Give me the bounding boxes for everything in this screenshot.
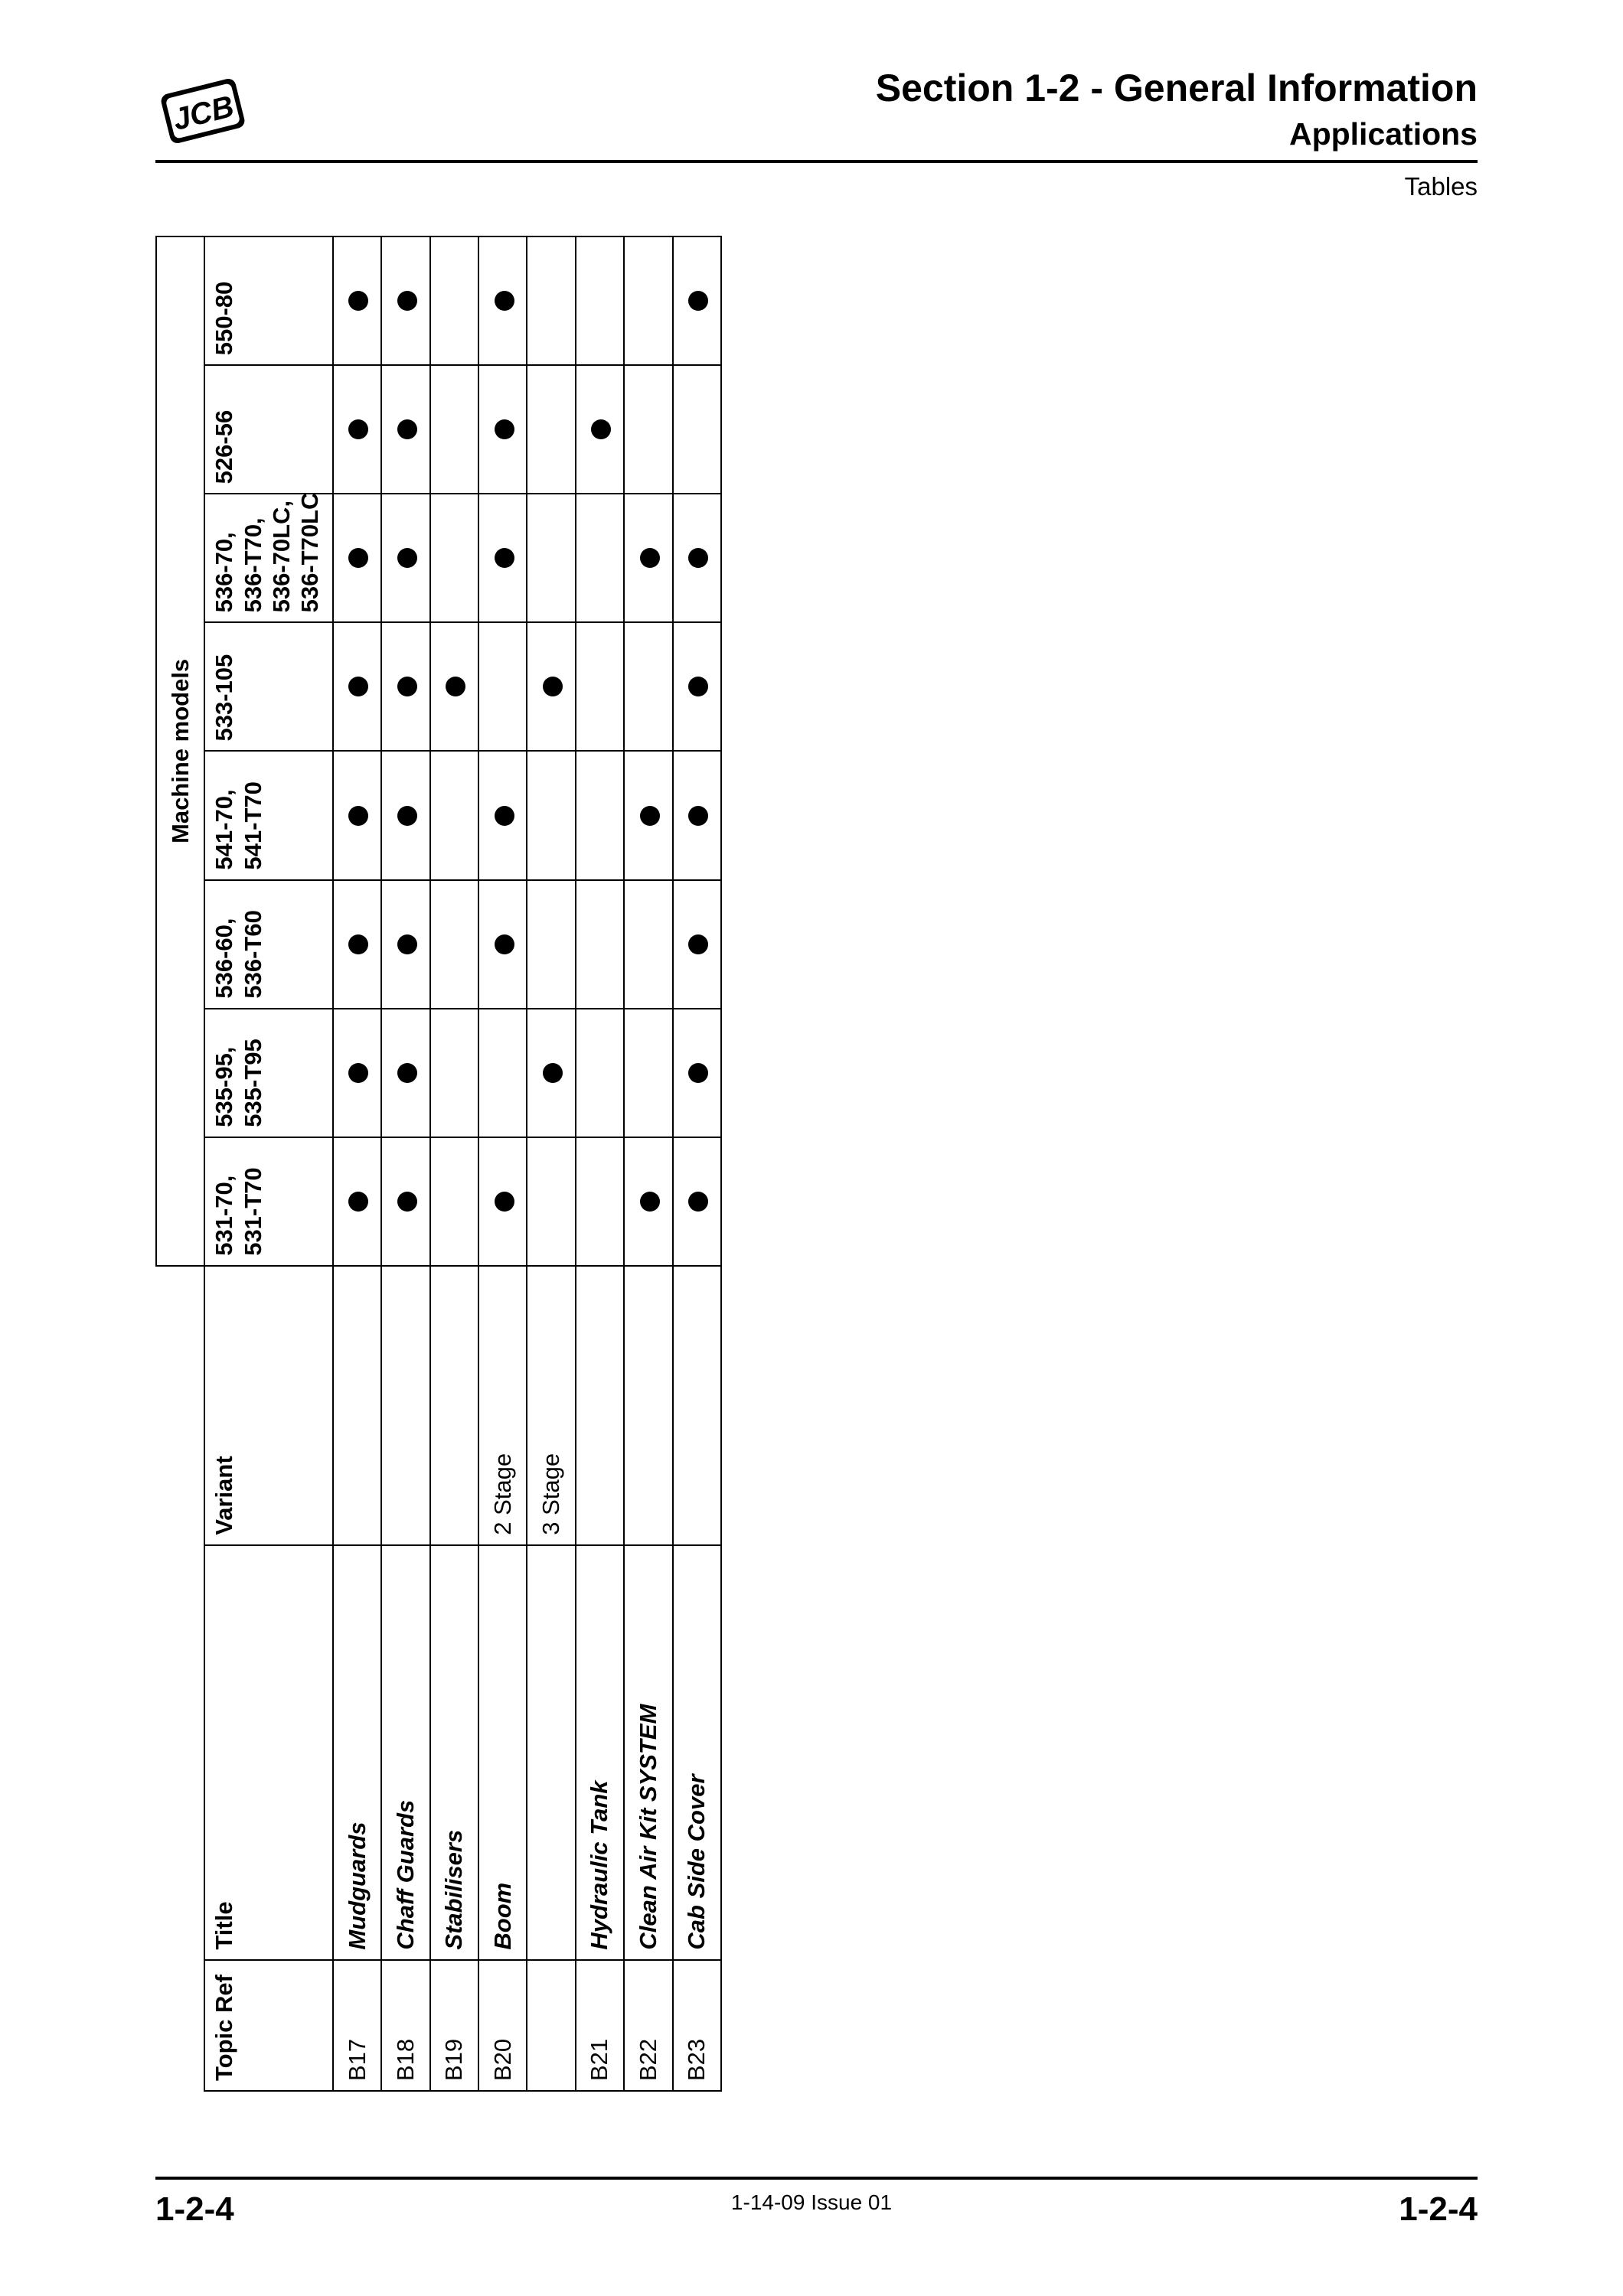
- applicable-dot: [348, 1192, 368, 1212]
- model-header-4: [204, 622, 333, 751]
- table-row: [478, 236, 527, 2091]
- applicability-cell: [381, 365, 429, 494]
- applicable-dot: [495, 1192, 514, 1212]
- applicability-cell: [673, 236, 722, 365]
- table-row: [673, 236, 722, 2091]
- applicable-dot: [348, 548, 368, 568]
- model-header-6: [204, 365, 333, 494]
- applicable-dot: [397, 419, 417, 439]
- applicability-cell: [624, 1009, 672, 1137]
- applicable-dot: [446, 677, 465, 696]
- applicability-cell: [624, 236, 672, 365]
- applicable-dot: [495, 934, 514, 954]
- model-header-line: 535-T95: [239, 1039, 266, 1127]
- topic-ref-cell: B23: [673, 1960, 722, 2091]
- applicability-cell: [381, 236, 429, 365]
- title-cell: Hydraulic Tank: [576, 1545, 624, 1960]
- model-header-0: [204, 1137, 333, 1266]
- section-tag: Tables: [1404, 172, 1478, 201]
- table-row: [333, 236, 381, 2091]
- applicable-dot: [688, 677, 708, 696]
- applicability-cell: [430, 880, 478, 1009]
- applicable-dot: [348, 934, 368, 954]
- applicability-cell: [478, 236, 527, 365]
- applicability-cell: [527, 1009, 575, 1137]
- topic-ref-cell: B17: [333, 1960, 381, 2091]
- applicability-cell: [673, 622, 722, 751]
- model-header-7: [204, 236, 333, 365]
- applicability-cell: [381, 751, 429, 879]
- title-cell: Boom: [478, 1545, 527, 1960]
- applications-table-rotated: [155, 236, 722, 2092]
- applicable-dot: [348, 677, 368, 696]
- applicable-dot: [348, 419, 368, 439]
- variant-cell: [333, 1266, 381, 1545]
- table-row: [430, 236, 478, 2091]
- applicable-dot: [640, 548, 660, 568]
- applicable-dot: [688, 1192, 708, 1212]
- applicability-cell: [333, 236, 381, 365]
- variant-cell: [430, 1266, 478, 1545]
- col-header-variant: Variant: [204, 1266, 333, 1545]
- applicability-cell: [333, 622, 381, 751]
- variant-cell: 2 Stage: [478, 1266, 527, 1545]
- applicability-cell: [478, 494, 527, 622]
- applicable-dot: [543, 677, 563, 696]
- model-header-2: [204, 880, 333, 1009]
- applicable-dot: [348, 806, 368, 826]
- model-header-5: [204, 494, 333, 622]
- applicable-dot: [348, 1063, 368, 1083]
- applicable-dot: [640, 806, 660, 826]
- applicability-cell: [576, 1009, 624, 1137]
- topic-ref-cell: B18: [381, 1960, 429, 2091]
- model-header-line: 541-70,: [211, 789, 238, 870]
- applicability-cell: [624, 751, 672, 879]
- applicability-cell: [673, 880, 722, 1009]
- applicability-cell: [478, 1009, 527, 1137]
- applicability-cell: [430, 1137, 478, 1266]
- topic-ref-cell: B22: [624, 1960, 672, 2091]
- applicability-cell: [333, 751, 381, 879]
- applicability-cell: [576, 880, 624, 1009]
- applicable-dot: [397, 291, 417, 311]
- topic-ref-cell: [527, 1960, 575, 2091]
- issue-label: 1-14-09 Issue 01: [730, 2190, 893, 2214]
- applicability-cell: [527, 494, 575, 622]
- applicability-cell: [381, 494, 429, 622]
- applicable-dot: [348, 291, 368, 311]
- footer-rule: [155, 2177, 1478, 2180]
- applicable-dot: [688, 806, 708, 826]
- applicable-dot: [495, 419, 514, 439]
- section-title: Section 1-2 - General Information: [875, 67, 1478, 109]
- applicability-cell: [381, 880, 429, 1009]
- applicability-cell: [430, 1009, 478, 1137]
- applicability-cell: [381, 622, 429, 751]
- applicability-cell: [527, 236, 575, 365]
- applicability-cell: [430, 365, 478, 494]
- applicability-cell: [576, 236, 624, 365]
- model-header-line: 536-60,: [211, 918, 238, 999]
- applicability-cell: [673, 1137, 722, 1266]
- blank-corner: [156, 1266, 204, 2091]
- model-header-line: 526-56: [211, 409, 238, 484]
- applicability-cell: [576, 365, 624, 494]
- applicability-cell: [624, 494, 672, 622]
- title-cell: Stabilisers: [430, 1545, 478, 1960]
- col-header-title: Title: [204, 1545, 333, 1960]
- applicable-dot: [397, 1192, 417, 1212]
- applicable-dot: [688, 548, 708, 568]
- applicability-cell: [576, 751, 624, 879]
- model-header-line: 531-70,: [211, 1175, 238, 1256]
- model-header-3: [204, 751, 333, 879]
- applicability-cell: [430, 236, 478, 365]
- applicability-cell: [527, 1137, 575, 1266]
- model-header-line: 536-70LC,: [267, 500, 295, 613]
- applicability-cell: [673, 365, 722, 494]
- variant-cell: 3 Stage: [527, 1266, 575, 1545]
- applicability-cell: [381, 1009, 429, 1137]
- variant-cell: [381, 1266, 429, 1545]
- applicability-cell: [478, 751, 527, 879]
- applicability-cell: [430, 751, 478, 879]
- topic-ref-cell: B20: [478, 1960, 527, 2091]
- variant-cell: [673, 1266, 722, 1545]
- applicability-cell: [478, 1137, 527, 1266]
- col-header-topic-ref: Topic Ref: [204, 1960, 333, 2091]
- applicability-cell: [527, 880, 575, 1009]
- applicability-cell: [624, 365, 672, 494]
- applicability-cell: [527, 751, 575, 879]
- applicability-cell: [673, 494, 722, 622]
- applicability-cell: [673, 751, 722, 879]
- applicability-cell: [624, 622, 672, 751]
- applicable-dot: [688, 291, 708, 311]
- applicability-cell: [478, 365, 527, 494]
- applicability-cell: [527, 622, 575, 751]
- applicability-cell: [333, 365, 381, 494]
- applicable-dot: [397, 677, 417, 696]
- applicability-cell: [624, 1137, 672, 1266]
- applicability-cell: [673, 1009, 722, 1137]
- applicability-cell: [576, 494, 624, 622]
- applicable-dot: [495, 806, 514, 826]
- applicability-cell: [333, 494, 381, 622]
- applicability-cell: [430, 622, 478, 751]
- model-header-1: [204, 1009, 333, 1137]
- model-header-line: 531-T70: [239, 1167, 266, 1256]
- applicable-dot: [397, 934, 417, 954]
- model-header-line: 541-T70: [239, 781, 266, 870]
- jcb-logo: [157, 69, 249, 153]
- topic-ref-cell: B19: [430, 1960, 478, 2091]
- page-number-left: 1-2-4: [155, 2190, 234, 2228]
- section-subtitle: Applications: [1288, 116, 1478, 152]
- applicable-dot: [543, 1063, 563, 1083]
- model-header-line: 536-70,: [211, 532, 238, 613]
- applicability-cell: [478, 880, 527, 1009]
- title-cell: Chaff Guards: [381, 1545, 429, 1960]
- applicable-dot: [397, 548, 417, 568]
- applicability-cell: [478, 622, 527, 751]
- title-cell: Mudguards: [333, 1545, 381, 1960]
- applicability-cell: [333, 1009, 381, 1137]
- applicable-dot: [688, 1063, 708, 1083]
- model-header-line: 533-105: [211, 654, 238, 742]
- title-cell: Cab Side Cover: [673, 1545, 722, 1960]
- applicable-dot: [688, 934, 708, 954]
- logo-text: JCB: [169, 89, 237, 137]
- model-header-line: 550-80: [211, 281, 238, 356]
- table-row: [381, 236, 429, 2091]
- applications-table-wrapper: [155, 236, 722, 2092]
- applicability-cell: [333, 880, 381, 1009]
- applicable-dot: [495, 548, 514, 568]
- applicable-dot: [397, 806, 417, 826]
- model-header-line: 536-T60: [239, 910, 266, 999]
- machine-models-header: Machine models: [156, 236, 204, 1266]
- applicability-cell: [576, 622, 624, 751]
- topic-ref-cell: B21: [576, 1960, 624, 2091]
- applicable-dot: [591, 419, 611, 439]
- model-header-line: 536-T70LC: [296, 492, 323, 613]
- table-row: [624, 236, 672, 2091]
- header-rule: [155, 160, 1478, 163]
- table-row: [527, 236, 575, 2091]
- model-header-line: 535-95,: [211, 1046, 238, 1127]
- applicable-dot: [397, 1063, 417, 1083]
- applicability-cell: [381, 1137, 429, 1266]
- applicability-cell: [333, 1137, 381, 1266]
- variant-cell: [624, 1266, 672, 1545]
- applicable-dot: [640, 1192, 660, 1212]
- page-number-right: 1-2-4: [1399, 2190, 1478, 2228]
- applicability-cell: [576, 1137, 624, 1266]
- applicable-dot: [495, 291, 514, 311]
- title-cell: [527, 1545, 575, 1960]
- table-row: [576, 236, 624, 2091]
- title-cell: Clean Air Kit SYSTEM: [624, 1545, 672, 1960]
- applicability-cell: [624, 880, 672, 1009]
- applicability-cell: [430, 494, 478, 622]
- model-header-line: 536-T70,: [239, 517, 266, 613]
- applicability-cell: [527, 365, 575, 494]
- applications-table: [155, 236, 722, 2092]
- variant-cell: [576, 1266, 624, 1545]
